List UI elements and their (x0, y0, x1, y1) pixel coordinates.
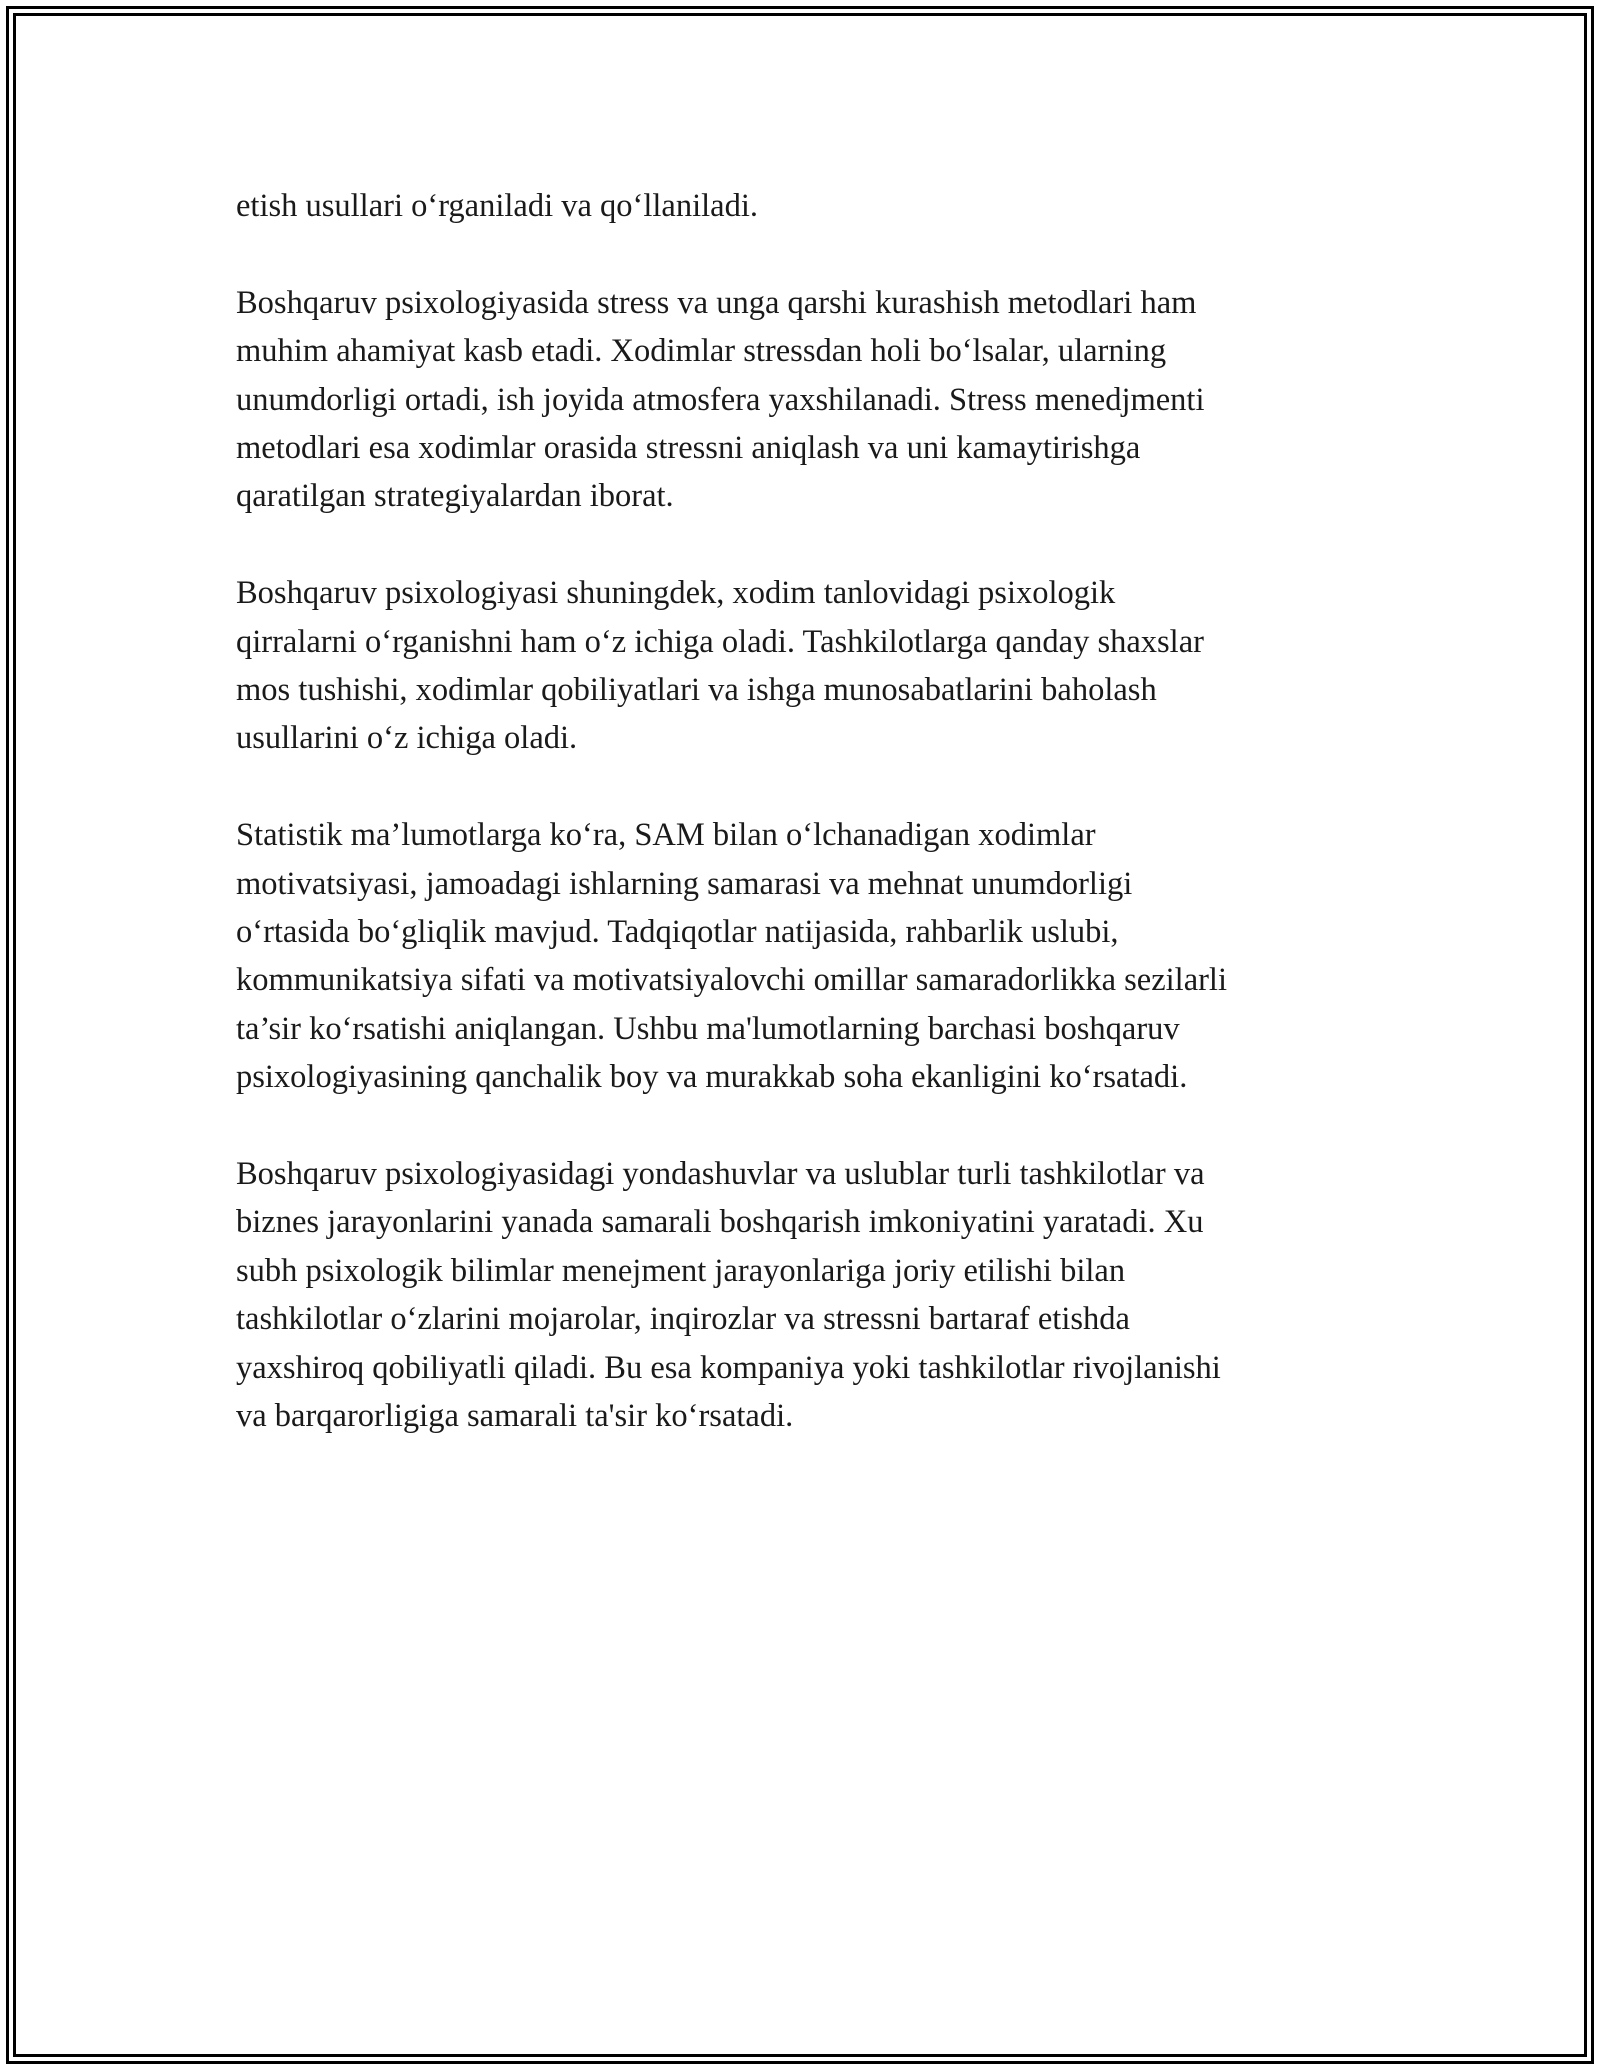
text-line: ta’sir ko‘rsatishi aniqlangan. Ushbu ma'lumotlarning barchasi boshqaruv (236, 1010, 1180, 1047)
text-line: tashkilotlar o‘zlarini mojarolar, inqirozlar va stressni bartaraf etishda (236, 1301, 1130, 1338)
text-line: biznes jarayonlarini yanada samarali boshqarish imkoniyatini yaratadi. Xu (236, 1204, 1204, 1241)
text-line: o‘rtasida bo‘gliqlik mavjud. Tadqiqotlar natijasida, rahbarlik uslubi, (236, 914, 1119, 951)
text-line: Statistik ma’lumotlarga ko‘ra, SAM bilan o‘lchanadigan xodimlar (236, 817, 1096, 854)
text-line: Boshqaruv psixologiyasidagi yondashuvlar va uslublar turli tashkilotlar va (236, 1156, 1205, 1193)
text-line: mos tushishi, xodimlar qobiliyatlari va ishga munosabatlarini baholash (236, 672, 1157, 709)
text-line: qirralarni o‘rganishni ham o‘z ichiga oladi. Tashkilotlarga qanday shaxslar (236, 623, 1204, 660)
document-body (236, 182, 1366, 1489)
text-line: etish usullari o‘rganiladi va qo‘llaniladi. (236, 188, 758, 224)
text-line: kommunikatsiya sifati va motivatsiyalovchi omillar samaradorlikka sezilarli (236, 962, 1227, 999)
text-line: Boshqaruv psixologiyasida stress va unga qarshi kurashish metodlari ham (236, 284, 1197, 321)
paragraph-2 (236, 279, 1366, 521)
text-line: subh psixologik bilimlar menejment jarayonlariga joriy etilishi bilan (236, 1252, 1126, 1289)
text-line: psixologiyasining qanchalik boy va murakkab soha ekanligini ko‘rsatadi. (236, 1059, 1188, 1096)
paragraph-3 (236, 569, 1366, 763)
text-line: usullarini o‘z ichiga oladi. (236, 720, 578, 757)
text-line: va barqarorligiga samarali ta'sir ko‘rsatadi. (236, 1398, 794, 1435)
paragraph-5 (236, 1150, 1366, 1440)
text-line: Boshqaruv psixologiyasi shuningdek, xodim tanlovidagi psixologik (236, 575, 1116, 612)
paragraph-1 (236, 182, 1366, 230)
text-line: unumdorligi ortadi, ish joyida atmosfera yaxshilanadi. Stress menedjmenti (236, 381, 1205, 418)
text-line: muhim ahamiyat kasb etadi. Xodimlar stressdan holi bo‘lsalar, ularning (236, 333, 1167, 370)
text-line: qaratilgan strategiyalardan iborat. (236, 478, 674, 515)
text-line: yaxshiroq qobiliyatli qiladi. Bu esa kompaniya yoki tashkilotlar rivojlanishi (236, 1349, 1221, 1386)
text-line: motivatsiyasi, jamoadagi ishlarning samarasi va mehnat unumdorligi (236, 865, 1133, 902)
text-line: metodlari esa xodimlar orasida stressni aniqlash va uni kamaytirishga (236, 430, 1141, 467)
paragraph-4 (236, 811, 1366, 1101)
